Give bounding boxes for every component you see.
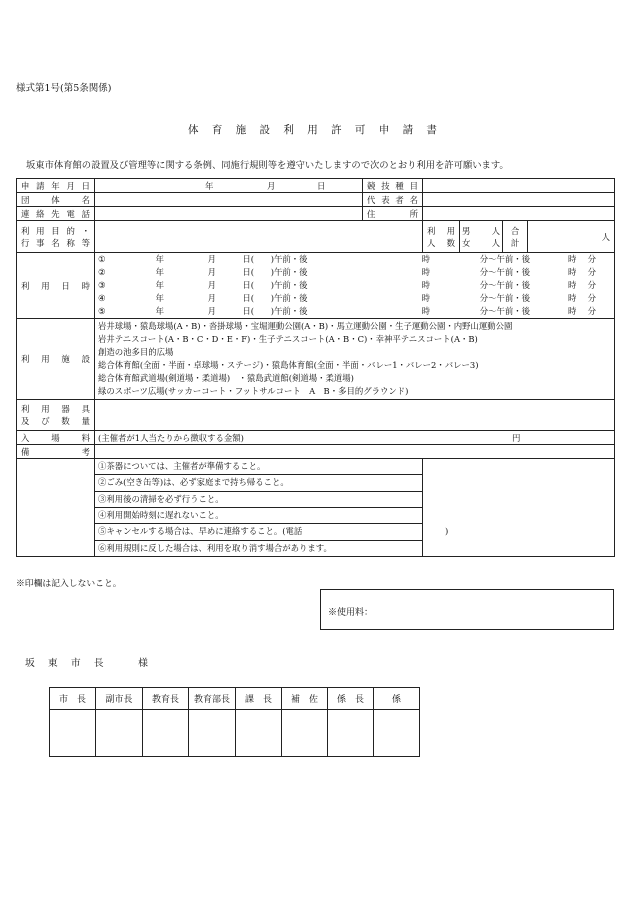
schedule-start-hour: 時 xyxy=(421,306,430,316)
facility-line: 緑のスポーツ広場(サッカーコート・フットサルコート A B・多目的グラウンド) xyxy=(98,386,409,396)
schedule-year: 年 xyxy=(155,267,164,277)
address-label: 住所 xyxy=(363,207,423,221)
remarks-right-spacer xyxy=(423,459,615,557)
schedule-end-hour-text: 時 xyxy=(568,280,577,290)
schedule-day: 日( ) xyxy=(242,254,274,264)
date-month-unit: 月 xyxy=(267,180,276,191)
approval-stamp-cell[interactable] xyxy=(96,710,143,757)
schedule-end-ampm: 分〜午前・後 xyxy=(479,306,530,316)
organization-label: 団体名 xyxy=(17,193,95,207)
rule-item xyxy=(95,508,422,524)
approval-title: 教育部長 xyxy=(189,688,236,710)
attendance-gender-field[interactable]: 男 人 女 人 xyxy=(460,221,503,253)
attendance-label: 利用 人数 xyxy=(423,221,460,253)
approval-stamp-cell[interactable] xyxy=(143,710,189,757)
organization-field[interactable] xyxy=(95,193,363,207)
entry-fee-field[interactable] xyxy=(95,431,615,445)
stamp-note: ※印欄は記入しないこと。 xyxy=(16,579,122,589)
schedule-start-ampm: 午前・後 xyxy=(274,267,308,277)
application-date-label: 申請年月日 xyxy=(17,179,95,193)
schedule-month: 月 xyxy=(207,306,216,316)
facility-label: 利用施設 xyxy=(17,319,95,400)
schedule-number: ④ xyxy=(98,293,106,303)
schedule-year: 年 xyxy=(155,306,164,316)
date-year-unit: 年 xyxy=(205,180,214,191)
schedule-start-ampm: 午前・後 xyxy=(274,280,308,290)
schedule-year: 年 xyxy=(155,254,164,264)
schedule-month: 月 xyxy=(207,267,216,277)
schedule-field[interactable] xyxy=(95,253,615,319)
schedule-month: 月 xyxy=(207,293,216,303)
entry-fee-note: (主催者が1人当たりから徴収する金額) xyxy=(98,432,244,443)
schedule-number: ② xyxy=(98,267,106,277)
remarks-spacer xyxy=(17,459,95,557)
schedule-row[interactable] xyxy=(98,279,596,292)
approval-stamp-cell[interactable] xyxy=(50,710,96,757)
approval-title: 教育長 xyxy=(143,688,189,710)
approval-title: 補 佐 xyxy=(282,688,328,710)
schedule-end-ampm: 分〜午前・後 xyxy=(479,267,530,277)
approval-title: 課 長 xyxy=(236,688,282,710)
approval-stamp-cell[interactable] xyxy=(189,710,236,757)
schedule-row[interactable] xyxy=(98,253,596,266)
schedule-start-ampm: 午前・後 xyxy=(274,306,308,316)
representative-label: 代表者名 xyxy=(363,193,423,207)
facility-line: 創造の池多目的広場 xyxy=(98,347,174,357)
form-title: 体 育 施 設 利 用 許 可 申 請 書 xyxy=(188,124,442,136)
date-day-unit: 日 xyxy=(317,180,326,191)
schedule-day: 日( ) xyxy=(242,306,274,316)
schedule-day: 日( ) xyxy=(242,280,274,290)
rule-item xyxy=(95,475,422,491)
purpose-label: 利用目的・ 行事名称等 xyxy=(17,221,95,253)
schedule-day: 日( ) xyxy=(242,293,274,303)
facility-line: 総合体育館(全面・半面・卓球場・ステージ)・猿島体育館(全面・半面・バレー1・バレー2・バレー3) xyxy=(98,360,479,370)
phone-close-paren: ) xyxy=(445,526,449,537)
schedule-start-ampm: 午前・後 xyxy=(274,254,308,264)
approval-title: 副市長 xyxy=(96,688,143,710)
schedule-end-ampm: 分〜午前・後 xyxy=(479,293,530,303)
rule-item xyxy=(95,492,422,508)
schedule-end-hour xyxy=(530,292,596,305)
rule-item xyxy=(95,524,449,540)
schedule-end-hour-text: 時 xyxy=(568,306,577,316)
rules-box xyxy=(95,459,449,557)
rule-text: ③利用後の清掃を必ず行うこと。 xyxy=(98,493,224,504)
sport-field[interactable] xyxy=(423,179,615,193)
schedule-end-hour xyxy=(530,279,596,292)
phone-field[interactable] xyxy=(95,207,363,221)
approval-stamp-table xyxy=(49,687,420,757)
entry-fee-label: 入場料 xyxy=(17,431,95,445)
address-field[interactable] xyxy=(423,207,615,221)
schedule-day: 日( ) xyxy=(242,267,274,277)
facility-line: 総合体育館武道場(剣道場・柔道場) ・猿島武道館(剣道場・柔道場) xyxy=(98,373,354,383)
application-date-field[interactable] xyxy=(95,179,363,193)
rule-text: ⑥利用規則に反した場合は、利用を取り消す場合があります。 xyxy=(98,542,332,553)
rule-item xyxy=(95,459,422,475)
schedule-row[interactable] xyxy=(98,292,596,305)
rule-text: ①茶器については、主催者が準備すること。 xyxy=(98,461,266,472)
usage-fee-label: ※使用料： xyxy=(328,608,374,618)
approval-title: 係 長 xyxy=(328,688,374,710)
yen-unit: 円 xyxy=(512,432,521,443)
schedule-label: 利用日時 xyxy=(17,253,95,319)
schedule-row[interactable] xyxy=(98,305,596,318)
total-unit: 人 xyxy=(601,231,611,242)
schedule-end-ampm: 分〜午前・後 xyxy=(479,280,530,290)
schedule-end-minute-text: 分 xyxy=(587,280,596,290)
male-label: 男 xyxy=(462,225,471,236)
purpose-field[interactable] xyxy=(95,221,423,253)
schedule-end-hour-text: 時 xyxy=(568,254,577,264)
intro-text: 坂東市体育館の設置及び管理等に関する条例、同施行規則等を遵守いたしますので次のとおり利用を許可願います。 xyxy=(26,160,509,171)
schedule-month: 月 xyxy=(207,280,216,290)
total-label: 合 計 xyxy=(503,221,528,253)
approval-stamp-cell[interactable] xyxy=(374,710,420,757)
approval-stamp-cell[interactable] xyxy=(236,710,282,757)
schedule-end-hour xyxy=(530,266,596,279)
facility-line: 岩井球場・猿島球場(A・B)・沓掛球場・宝堀運動公園(A・B)・馬立運動公園・生子運動公園・内野山運動公園 xyxy=(98,321,513,331)
schedule-start-hour: 時 xyxy=(421,280,430,290)
facility-line: 岩井テニスコート(A・B・C・D・E・F)・生子テニスコート(A・B・C)・幸神平テニスコート(A・B) xyxy=(98,334,478,344)
schedule-month: 月 xyxy=(207,254,216,264)
approval-stamp-cell[interactable] xyxy=(282,710,328,757)
schedule-end-ampm: 分〜午前・後 xyxy=(479,254,530,264)
rule-text: ②ごみ(空き缶等)は、必ず家庭まで持ち帰ること。 xyxy=(98,477,289,488)
schedule-year: 年 xyxy=(155,293,164,303)
approval-title: 市 長 xyxy=(50,688,96,710)
schedule-number: ③ xyxy=(98,280,106,290)
rule-item xyxy=(95,541,422,556)
schedule-start-ampm: 午前・後 xyxy=(274,293,308,303)
schedule-end-minute-text: 分 xyxy=(587,306,596,316)
form-number: 様式第1号(第5条関係) xyxy=(16,83,112,94)
remarks-label: 備考 xyxy=(17,445,95,459)
schedule-end-hour-text: 時 xyxy=(568,267,577,277)
female-label: 女 xyxy=(462,237,471,248)
approval-title: 係 xyxy=(374,688,420,710)
remarks-field[interactable] xyxy=(95,445,615,459)
equipment-field[interactable] xyxy=(95,400,615,431)
schedule-end-minute-text: 分 xyxy=(587,254,596,264)
schedule-number: ⑤ xyxy=(98,306,106,316)
approval-stamp-cell[interactable] xyxy=(328,710,374,757)
usage-fee-box xyxy=(320,589,614,630)
rule-text: ④利用開始時刻に遅れないこと。 xyxy=(98,510,224,520)
schedule-year: 年 xyxy=(155,280,164,290)
facility-list xyxy=(95,319,615,400)
schedule-end-hour xyxy=(530,253,596,266)
schedule-number: ① xyxy=(98,254,106,264)
schedule-end-hour-text: 時 xyxy=(568,293,577,303)
schedule-start-hour: 時 xyxy=(421,254,430,264)
rule-text: ⑤キャンセルする場合は、早めに連絡すること。(電話 xyxy=(98,526,303,537)
schedule-start-hour: 時 xyxy=(421,293,430,303)
representative-field[interactable] xyxy=(423,193,615,207)
total-field[interactable] xyxy=(528,221,615,253)
sport-label: 競技種目 xyxy=(363,179,423,193)
addressee: 坂 東 市 長 様 xyxy=(25,658,153,669)
application-table xyxy=(16,178,615,557)
schedule-row[interactable] xyxy=(98,266,596,279)
schedule-end-hour xyxy=(530,305,596,318)
equipment-label: 利用器具 及び数量 xyxy=(17,400,95,431)
schedule-end-minute-text: 分 xyxy=(587,267,596,277)
phone-label: 連絡先電話 xyxy=(17,207,95,221)
schedule-end-minute-text: 分 xyxy=(587,293,596,303)
schedule-start-hour: 時 xyxy=(421,267,430,277)
